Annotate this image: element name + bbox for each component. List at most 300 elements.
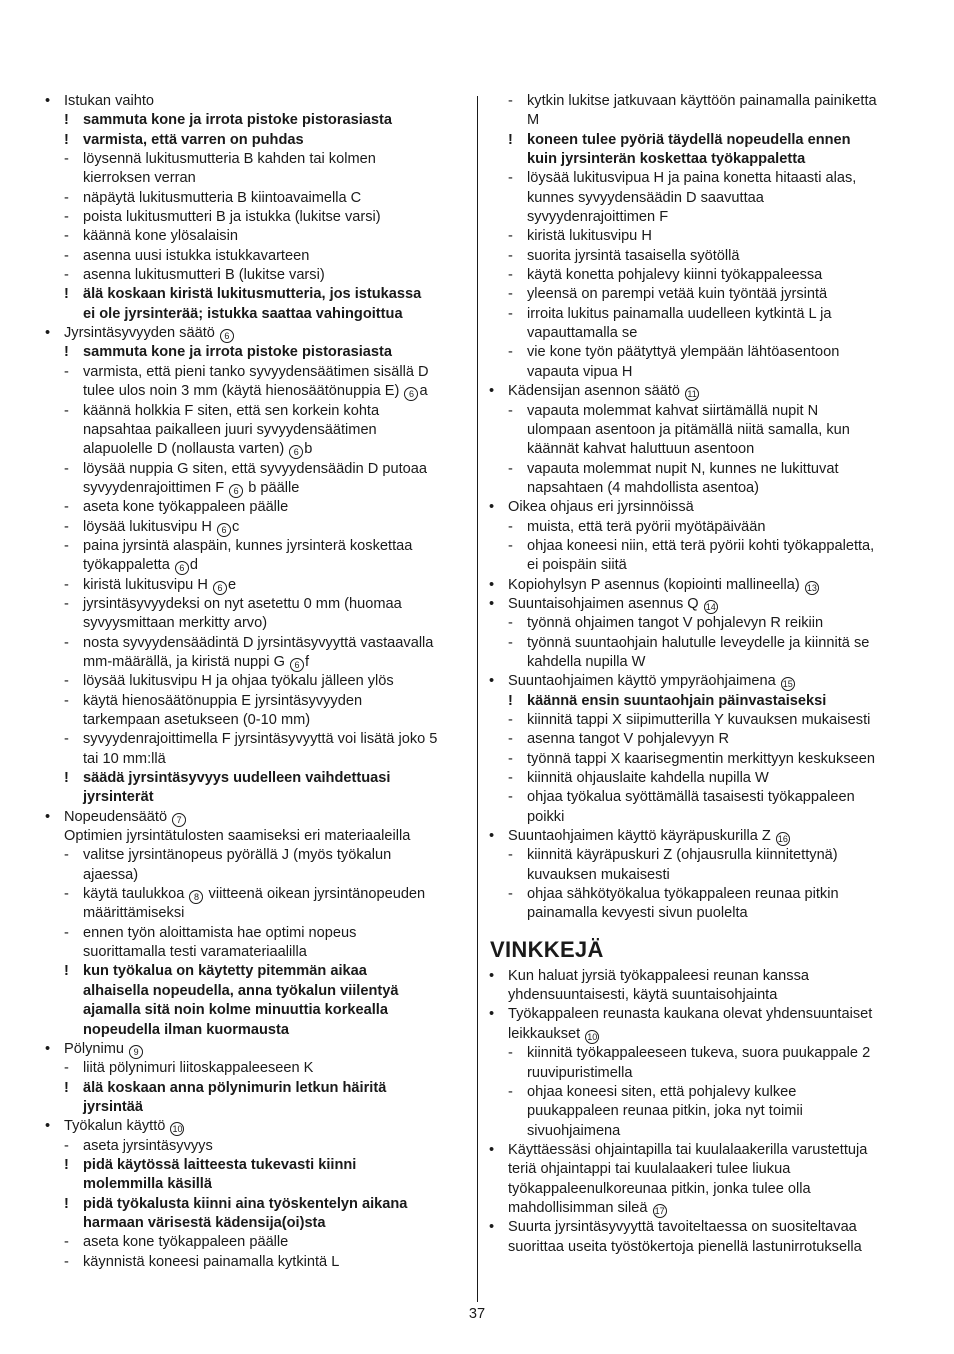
line-text: käännä holkkia F siten, että sen korkein kohta [83,402,380,419]
dash-item [487,1083,915,1102]
continuation-line [43,1098,471,1117]
line-text: Kopiohylsyn P asennus (kopiointi mallineella) [508,576,800,593]
warning-item [43,962,471,981]
line-text: syvyydenrajoittimella F jyrsintäsyvyyttä voi lisätä joko 5 [83,731,438,748]
dash-item [487,769,915,788]
dash-marker: - [64,847,69,864]
dash-item [43,266,471,285]
line-text: Nopeudensäätö [64,808,168,825]
line-text: napsahtaen (4 mahdollista asentoa) [527,479,760,496]
bullet-marker: • [489,673,495,690]
dash-marker: - [508,847,513,864]
line-text: ei poispäin siitä [527,557,627,574]
line-text: käännät kahvat haluttuun asentoon [527,441,755,458]
line-text: pidä työkalusta kiinni aina työskentelyn aikana [83,1195,408,1212]
dash-item [43,227,471,246]
continuation-line [487,189,915,208]
continuation-line [487,1180,915,1199]
line-text: vapauta vipua H [527,363,633,380]
line-text: Suuntaohjaimen käyttö ympyräohjaimena [508,673,776,690]
continuation-line [487,150,915,169]
line-text: kunnes syvyydensäädin D saavuttaa [527,189,764,206]
dash-item [487,343,915,362]
line-text: ohjaa koneesi niin, että terä pyörii kohti työkappaletta, [527,537,875,554]
dash-item [43,247,471,266]
dash-item [43,402,471,421]
line-text: ohjaa työkalua syöttämällä tasaisesti työkappaleen [527,789,855,806]
dash-item [487,788,915,807]
line-text: käytä taulukkoa [83,886,185,903]
line-text: Kädensijan asennon säätö [508,383,681,400]
continuation-line [487,421,915,440]
dash-marker: - [64,228,69,245]
line-text: näpäytä lukitusmutteria B kiintoavaimella C [83,189,362,206]
dash-item [43,460,471,479]
line-text: sammuta kone ja irrota pistoke pistorasiasta [83,344,393,361]
figure-ref-icon: 9 [129,1045,143,1059]
dash-marker: - [64,634,69,651]
line-text: pidä käytössä laitteesta tukevasti kiinni [83,1156,357,1173]
continuation-line [43,440,471,459]
line-text: leikkaukset [508,1025,581,1042]
line-text: painamalla kevyesti sivun puolelta [527,905,748,922]
line-text: Työkalun käyttö [64,1118,166,1135]
dash-marker: - [508,712,513,728]
continuation-line [43,1021,471,1040]
line-text: poista lukitusmutteri B ja istukka (lukitse varsi) [83,209,381,226]
line-text: Pölynimu [64,1040,125,1057]
warning-item [43,343,471,362]
dash-item [43,1137,471,1156]
dash-marker: - [508,267,513,284]
continuation-line [43,421,471,440]
dash-item [43,1059,471,1078]
bullet-marker: • [45,808,51,825]
column-divider [477,96,478,1302]
bullet-item [487,382,915,401]
bullet-marker: • [45,1040,51,1057]
dash-marker: - [508,305,513,322]
warning-item [43,1156,471,1175]
continuation-line [43,556,471,575]
line-text: ohjaa sähkötyökalua työkappaleen reunaa pitkin [527,886,839,903]
bullet-item [487,1218,915,1237]
continuation-line [487,1122,915,1141]
line-text: kuin jyrsinterän koskettaa työkappaletta [527,151,806,168]
dash-item [43,1253,471,1272]
continuation-line [487,904,915,923]
continuation-line [487,1160,915,1179]
line-text: muista, että terä pyörii myötäpäivään [527,518,766,535]
continuation-line [43,479,471,498]
warning-marker: ! [64,286,69,303]
line-suffix: a [419,383,428,400]
continuation-line [43,943,471,962]
line-text: käännä ensin suuntaohjain päinvastaiseksi [527,692,827,709]
dash-marker: - [64,886,69,903]
line-text: löysennä lukitusmutteria B kahden tai kolmen [83,151,376,168]
dash-marker: - [64,363,69,380]
dash-marker: - [508,170,513,187]
continuation-line [487,324,915,343]
line-text: kahdella nupilla W [527,653,646,670]
continuation-line [43,1214,471,1233]
bullet-item [43,92,471,111]
line-text: varmista, että pieni tanko syvyydensäätimen sisällä D [83,363,429,380]
bullet-item [487,498,915,517]
dash-marker: - [64,518,69,535]
warning-item [43,1079,471,1098]
line-text: kiinnitä työkappaleeseen tukeva, suora puukappale 2 [527,1045,871,1062]
line-text: ulompaan asentoon ja pitämällä niitä samalla, kun [527,421,850,438]
line-text: yleensä on parempi vetää kuin työntää jyrsintä [527,286,828,303]
warning-marker: ! [64,770,69,787]
dash-item [487,730,915,749]
bullet-item [487,1005,915,1024]
continuation-line [487,808,915,827]
line-text: valitse jyrsintänopeus pyörällä J (myös työkalun [83,847,392,864]
continuation-line [43,866,471,885]
line-text: työnnä tappi X kaarisegmentin merkittyyn keskukseen [527,750,875,767]
dash-marker: - [64,692,69,709]
dash-item [487,285,915,304]
dash-marker: - [64,499,69,516]
bullet-item [487,576,915,595]
dash-item [487,247,915,266]
line-text: kiristä lukitusvipu H [83,576,208,593]
line-text: Käyttäessäsi ohjaintapilla tai kuulalaakerilla varustettuja [508,1141,868,1158]
dash-item [487,711,915,730]
dash-item [43,363,471,382]
dash-item [487,169,915,188]
dash-item [487,1044,915,1063]
dash-marker: - [64,1253,69,1270]
dash-marker: - [508,286,513,303]
figure-ref-icon: 6 [229,484,243,498]
bullet-marker: • [45,93,51,109]
dash-marker: - [64,151,69,168]
continuation-line [43,827,471,846]
line-text: tarkempaan asetukseen (0-10 mm) [83,712,311,728]
dash-marker: - [508,93,513,109]
continuation-line [487,1199,915,1218]
bullet-item [487,967,915,986]
continuation-line [43,904,471,923]
warning-marker: ! [508,692,513,709]
continuation-line [487,440,915,459]
line-text: tai 10 mm:llä [83,750,166,767]
line-text: M [527,112,540,129]
dash-marker: - [64,460,69,477]
line-suffix: e [227,576,237,593]
line-text: ajaessa) [83,866,139,883]
bullet-item [487,672,915,691]
line-text: jyrsinterät [83,789,154,806]
line-text: vapauta molemmat nupit N, kunnes ne lukittuvat [527,460,839,477]
line-suffix: b päälle [244,479,300,496]
bullet-item [43,1117,471,1136]
continuation-line [43,711,471,730]
line-text: nopeudella ilman kuormausta [83,1021,289,1038]
continuation-line [487,1238,915,1257]
line-text: vie kone työn päätyttyä ylempään lähtöasentoon [527,344,840,361]
line-text: kierroksen verran [83,170,196,187]
page-number: 37 [468,1306,486,1322]
dash-marker: - [64,267,69,284]
dash-marker: - [64,1234,69,1251]
bullet-marker: • [489,1006,495,1023]
dash-marker: - [508,789,513,806]
figure-ref-icon: 15 [782,679,793,690]
dash-item [487,518,915,537]
line-suffix: viitteenä oikean jyrsintänopeuden [204,886,426,903]
continuation-line [43,653,471,672]
dash-item [487,92,915,111]
continuation-line [487,556,915,575]
dash-marker: - [64,537,69,554]
line-text: Oikea ohjaus eri jyrsinnöissä [508,499,694,516]
dash-item [487,750,915,769]
figure-ref-icon: 6 [213,581,227,595]
line-text: Suuntaohjaimen käyttö käyräpuskurilla Z [508,828,771,845]
line-text: löysää lukitusvipua H ja paina konetta hitaasti alas, [527,170,857,187]
line-text: mahdollisimman sileä [508,1199,648,1216]
dash-marker: - [508,402,513,419]
continuation-line [487,653,915,672]
warning-marker: ! [64,1079,69,1096]
figure-ref-icon: 13 [806,582,817,593]
line-text: koneen tulee pyöriä täydellä nopeudella ennen [527,131,851,148]
line-text: syvyydenrajoittimen F [83,479,225,496]
figure-ref-icon: 11 [685,387,699,401]
figure-ref-icon: 6 [290,658,304,672]
bullet-marker: • [45,1118,51,1135]
line-suffix: f [305,653,310,670]
line-text: Suuntaisohjaimen asennus Q [508,595,699,612]
line-text: Optimien jyrsintätulosten saamiseksi eri materiaaleilla [64,828,411,845]
figure-ref-icon: 10 [172,1124,183,1135]
line-text: jyrsintäsyvyydeksi on nyt asetettu 0 mm (huomaa [83,595,402,612]
line-text: löysää lukitusvipu H [83,518,212,535]
line-text: harmaan värisestä kädensija(oi)sta [83,1214,326,1231]
line-text: säädä jyrsintäsyvyys uudelleen vaihdettuasi [83,770,391,787]
continuation-line [43,788,471,807]
warning-item [43,111,471,130]
dash-item [487,305,915,324]
bullet-item [487,827,915,846]
left-column [43,92,471,1272]
line-text: suorittamalla testi varamateriaalilla [83,944,307,961]
dash-marker: - [64,209,69,226]
dash-marker: - [64,1060,69,1077]
bullet-marker: • [489,967,495,984]
warning-item [43,285,471,304]
continuation-line [487,866,915,885]
dash-marker: - [64,189,69,206]
bullet-marker: • [489,1141,495,1158]
line-text: paina jyrsintä alaspäin, kunnes jyrsinterä koskettaa [83,537,413,554]
dash-marker: - [508,228,513,245]
line-text: asenna lukitusmutteri B (lukitse varsi) [83,267,325,284]
dash-item [487,266,915,285]
bullet-marker: • [489,828,495,845]
dash-item [43,595,471,614]
warning-marker: ! [64,963,69,980]
warning-item [43,131,471,150]
line-text: sivuohjaimena [527,1122,621,1139]
line-text: mm-määrällä, ja kiristä nuppi G [83,653,285,670]
continuation-line [43,169,471,188]
dash-item [487,634,915,653]
continuation-line [487,111,915,130]
dash-marker: - [508,460,513,477]
warning-marker: ! [64,344,69,361]
figure-ref-icon: 6 [289,445,303,459]
line-text: älä koskaan kiristä lukitusmutteria, jos istukassa [83,286,422,303]
dash-item [43,634,471,653]
line-text: vapauttamalla se [527,325,638,342]
line-text: napsahtaa paikalleen juuri syvyydensäätimen [83,421,377,438]
figure-ref-icon: 8 [189,890,203,904]
dash-marker: - [508,537,513,554]
warning-marker: ! [64,112,69,129]
line-text: Työkappaleen reunasta kaukana olevat yhdensuuntaiset [508,1006,873,1023]
line-text: aseta kone työkappaleen päälle [83,499,289,516]
line-text: aseta jyrsintäsyvyys [83,1137,213,1154]
continuation-line [43,305,471,324]
line-text: löysää nuppia G siten, että syvyydensäädin D putoaa [83,460,427,477]
line-text: asenna uusi istukka istukkavarteen [83,247,310,264]
continuation-line [43,614,471,633]
line-text: irroita lukitus painamalla uudelleen kytkintä L ja [527,305,832,322]
figure-ref-icon: 14 [705,601,716,612]
line-text: syvyysmittaan merkitty arvo) [83,615,268,632]
dash-item [43,692,471,711]
figure-ref-icon: 17 [654,1205,665,1216]
dash-item [43,537,471,556]
line-text: kytkin lukitse jatkuvaan käyttöön painamalla painiketta [527,93,877,109]
line-text: syvyydenrajoittimen F [527,209,669,226]
warning-marker: ! [64,131,69,148]
figure-ref-icon: 6 [175,561,189,575]
dash-marker: - [508,1083,513,1100]
line-text: aseta kone työkappaleen päälle [83,1234,289,1251]
dash-item [43,1233,471,1252]
dash-marker: - [64,924,69,941]
line-text: puukappaleen reunaa pitkin, joka nyt toimii [527,1103,803,1120]
bullet-item [43,324,471,343]
figure-ref-icon: 16 [777,834,788,845]
line-text: ruuvipuristimella [527,1064,633,1081]
line-text: Suurta jyrsintäsyvyyttä tavoiteltaessa on suositeltavaa [508,1219,857,1236]
line-text: määrittämiseksi [83,905,185,922]
line-text: tulee ulos noin 3 mm (käytä hienosäätönuppia E) [83,383,400,400]
dash-item [487,537,915,556]
dash-marker: - [508,1045,513,1062]
bullet-marker: • [489,383,495,400]
dash-item [43,208,471,227]
dash-marker: - [508,731,513,748]
continuation-line [43,1175,471,1194]
line-text: ohjaa koneesi siten, että pohjalevy kulkee [527,1083,797,1100]
figure-ref-icon: 7 [172,813,186,827]
line-text: käytä hienosäätönuppia E jyrsintäsyvyyden [83,692,363,709]
bullet-item [487,595,915,614]
continuation-line [487,208,915,227]
continuation-line [487,1064,915,1083]
line-text: asenna tangot V pohjalevyyn R [527,731,730,748]
line-text: Kun haluat jyrsiä työkappaleesi reunan kanssa [508,967,809,984]
warning-marker: ! [64,1195,69,1212]
line-text: käynnistä koneesi painamalla kytkintä L [83,1253,340,1270]
continuation-line [43,750,471,769]
line-text: teriä ohjaintappi tai kuulalaakeri tulee liukua [508,1161,791,1178]
bullet-marker: • [489,595,495,612]
dash-item [43,885,471,904]
line-text: työnnä ohjaimen tangot V pohjalevyn R reikiin [527,615,824,632]
continuation-line [487,1025,915,1044]
figure-ref-icon: 6 [217,523,231,537]
dash-item [487,885,915,904]
line-text: kun työkalua on käytetty pitemmän aikaa [83,963,367,980]
dash-marker: - [508,750,513,767]
warning-item [43,769,471,788]
bullet-item [487,1141,915,1160]
bullet-marker: • [489,499,495,516]
dash-item [487,846,915,865]
warning-marker: ! [64,1156,69,1173]
figure-ref-icon: 6 [220,329,234,343]
line-text: työkappaleenulkoreunaa pitkin, jonka tulee olla [508,1180,811,1197]
line-text: liitä pölynimuri liitoskappaleeseen K [83,1060,314,1077]
line-text: jyrsintää [83,1098,144,1115]
line-text: ennen työn aloittamista hae optimi nopeus [83,924,357,941]
dash-marker: - [508,615,513,632]
dash-marker: - [64,402,69,419]
continuation-line [487,1102,915,1121]
continuation-line [43,982,471,1001]
dash-item [43,576,471,595]
line-text: käytä konetta pohjalevy kiinni työkappaleessa [527,267,823,284]
dash-item [43,846,471,865]
line-text: käännä kone ylösalaisin [83,228,238,245]
line-text: varmista, että varren on puhdas [83,131,304,148]
dash-marker: - [64,731,69,748]
dash-item [487,460,915,479]
dash-item [487,402,915,421]
dash-marker: - [64,247,69,264]
line-text: kiinnitä tappi X siipimutterilla Y kuvauksen mukaisesti [527,712,871,728]
line-text: ajamalla sitä noin kolme minuuttia korkealla [83,1002,388,1019]
warning-item [487,692,915,711]
line-text: molemmilla käsillä [83,1176,212,1193]
bullet-item [43,808,471,827]
line-text: työkappaletta [83,557,170,574]
bullet-marker: • [489,576,495,593]
line-text: yhdensuuntaisesti, käytä suuntaisohjainta [508,987,778,1004]
line-text: ei ole jyrsinterää; istukka saattaa vahingoittua [83,305,403,322]
dash-item [43,150,471,169]
dash-marker: - [64,576,69,593]
section-heading: VINKKEJÄ [490,936,604,962]
line-text: löysää lukitusvipu H ja ohjaa työkalu jälleen ylös [83,673,394,690]
right-column [487,92,915,1257]
continuation-line [43,382,471,401]
dash-item [43,518,471,537]
line-text: vapauta molemmat kahvat siirtämällä nupit N [527,402,819,419]
dash-marker: - [64,595,69,612]
warning-item [487,131,915,150]
